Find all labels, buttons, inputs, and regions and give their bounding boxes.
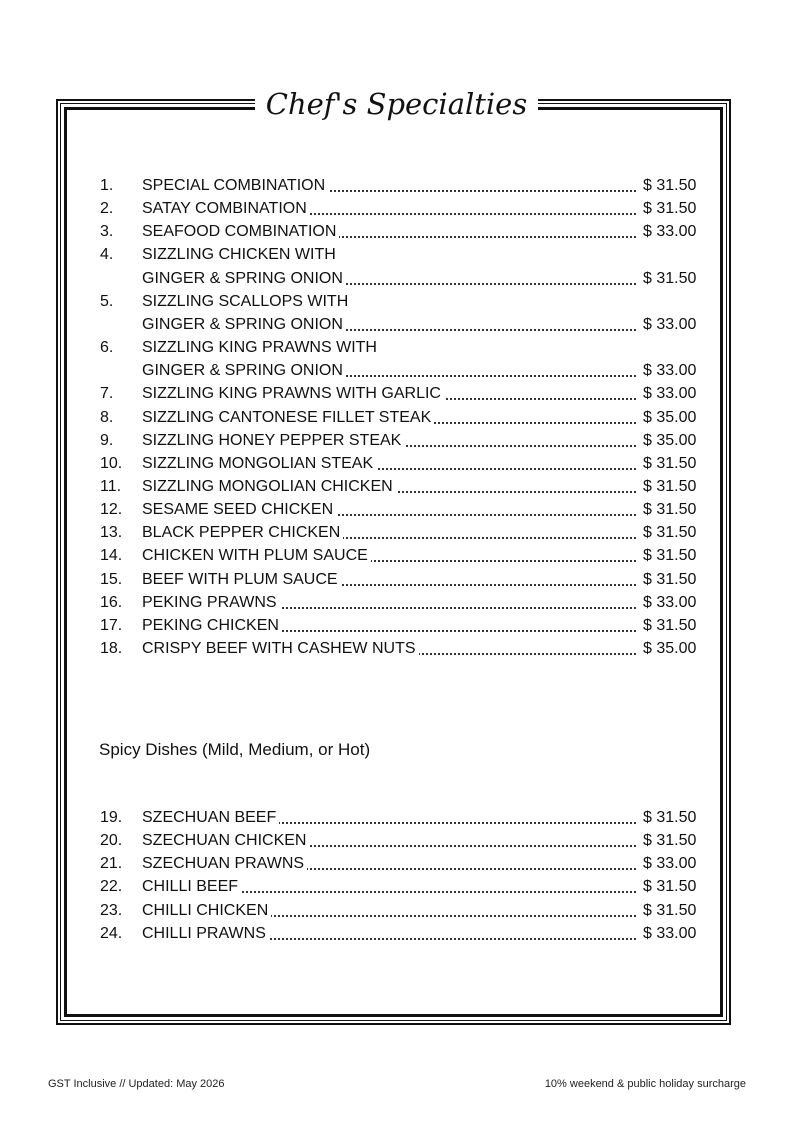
item-name (142, 853, 636, 875)
item-name-text: SIZZLING KING PRAWNS WITH GARLIC (142, 385, 444, 402)
item-name (142, 522, 636, 544)
menu-item-row (0, 476, 793, 498)
item-name (142, 876, 636, 898)
item-name-text: CHILLI PRAWNS (142, 925, 269, 942)
footer-surcharge-note: 10% weekend & public holiday surcharge (544, 1078, 746, 1090)
item-price: $ 31.50 (643, 477, 697, 495)
item-price: $ 33.00 (643, 223, 697, 241)
item-price: $ 31.50 (643, 616, 697, 634)
item-name-text: SIZZLING CHICKEN WITH (142, 246, 339, 263)
item-name-text: SZECHUAN CHICKEN (142, 832, 309, 849)
item-number: 6. (100, 339, 114, 357)
item-name (142, 430, 636, 452)
item-number: 7. (100, 385, 114, 403)
item-name (142, 407, 636, 429)
item-number: 14. (100, 547, 123, 565)
item-name-text: SPECIAL COMBINATION (142, 177, 328, 194)
menu-item-row (0, 807, 793, 829)
item-name (142, 360, 636, 382)
menu-item-row (0, 499, 793, 521)
item-name-text: PEKING PRAWNS (142, 594, 280, 611)
item-name (142, 499, 636, 521)
menu-item-row (0, 383, 793, 405)
item-name (142, 900, 636, 922)
item-price: $ 31.50 (643, 832, 697, 850)
menu-item-row (0, 407, 793, 429)
item-name-text: SESAME SEED CHICKEN (142, 501, 336, 518)
item-price: $ 31.50 (643, 501, 697, 519)
item-number: 18. (100, 640, 123, 657)
item-name-text: CRISPY BEEF WITH CASHEW NUTS (142, 640, 419, 657)
item-price: $ 33.00 (643, 315, 697, 333)
item-name-text: SIZZLING SCALLOPS WITH (142, 293, 351, 310)
item-price: $ 31.50 (643, 177, 697, 194)
item-name-text: GINGER & SPRING ONION (142, 316, 346, 333)
item-name (142, 923, 636, 945)
item-name-text: BLACK PEPPER CHICKEN (142, 524, 343, 541)
menu-item-row (0, 337, 793, 359)
item-number: 12. (100, 501, 123, 519)
item-name (142, 830, 636, 852)
item-number: 24. (100, 924, 123, 942)
menu-item-row (0, 291, 793, 313)
item-price: $ 31.50 (643, 200, 697, 218)
item-name-text: SEAFOOD COMBINATION (142, 223, 339, 240)
menu-item-row (0, 430, 793, 452)
item-name-text: SIZZLING MONGOLIAN STEAK (142, 455, 376, 472)
menu-item-row (0, 615, 793, 637)
menu-item-row (0, 830, 793, 852)
item-name-text: SZECHUAN BEEF (142, 809, 279, 826)
menu-item-row (0, 638, 793, 660)
menu-item-row (0, 314, 793, 336)
item-price: $ 31.50 (643, 878, 697, 896)
item-name (142, 291, 636, 313)
item-name (142, 545, 636, 567)
item-name-text: PEKING CHICKEN (142, 617, 282, 634)
item-number: 21. (100, 855, 123, 873)
menu-item-row (0, 592, 793, 614)
item-name (142, 476, 636, 498)
item-number: 2. (100, 200, 114, 218)
item-name-text: CHICKEN WITH PLUM SAUCE (142, 547, 371, 564)
item-number: 11. (100, 477, 122, 495)
menu-item-row (0, 244, 793, 266)
item-name-text: GINGER & SPRING ONION (142, 270, 346, 287)
item-name (142, 268, 636, 290)
item-name-text: GINGER & SPRING ONION (142, 362, 346, 379)
item-number: 19. (100, 809, 123, 826)
item-name (142, 453, 636, 475)
item-name (142, 314, 636, 336)
item-name (142, 175, 636, 197)
menu-item-row (0, 221, 793, 243)
item-number: 15. (100, 570, 123, 588)
menu-item-row (0, 876, 793, 898)
item-number: 13. (100, 524, 123, 542)
item-name-text: SATAY COMBINATION (142, 200, 310, 217)
menu-item-row (0, 853, 793, 875)
item-price: $ 31.50 (643, 547, 697, 565)
item-name (142, 198, 636, 220)
item-name (142, 337, 636, 359)
item-name (142, 244, 636, 266)
item-name (142, 638, 636, 660)
item-number: 5. (100, 292, 114, 310)
item-price: $ 33.00 (643, 924, 697, 942)
item-name-text: SZECHUAN PRAWNS (142, 855, 307, 872)
item-price: $ 31.50 (643, 809, 697, 826)
menu-item-row (0, 545, 793, 567)
menu-item-row (0, 923, 793, 945)
menu-item-row (0, 569, 793, 591)
item-name (142, 615, 636, 637)
item-number: 20. (100, 832, 123, 850)
item-name-text: SIZZLING HONEY PEPPER STEAK (142, 432, 404, 449)
item-price: $ 33.00 (643, 855, 697, 873)
item-number: 22. (100, 878, 123, 896)
item-name-text: SIZZLING CANTONESE FILLET STEAK (142, 409, 434, 426)
item-name-text: SIZZLING MONGOLIAN CHICKEN (142, 478, 396, 495)
item-name-text: CHILLI CHICKEN (142, 902, 271, 919)
item-number: 17. (100, 616, 123, 634)
item-price: $ 31.50 (643, 901, 697, 919)
item-price: $ 31.50 (643, 454, 697, 472)
page-title: Chef's Specialties (255, 82, 538, 126)
item-number: 9. (100, 431, 114, 449)
item-price: $ 31.50 (643, 570, 697, 588)
menu-item-row (0, 175, 793, 197)
menu-item-row (0, 360, 793, 382)
menu-item-row (0, 198, 793, 220)
item-name-text: SIZZLING KING PRAWNS WITH (142, 339, 380, 356)
item-name (142, 383, 636, 405)
item-name (142, 807, 636, 829)
item-name (142, 221, 636, 243)
item-number: 4. (100, 246, 114, 264)
item-price: $ 33.00 (643, 362, 697, 380)
item-price: $ 35.00 (643, 431, 697, 449)
menu-item-row (0, 522, 793, 544)
spicy-dishes-heading: Spicy Dishes (Mild, Medium, or Hot) (99, 740, 371, 759)
footer-gst-note: GST Inclusive // Updated: May 2026 (48, 1078, 225, 1090)
item-number: 3. (100, 223, 114, 241)
item-price: $ 35.00 (643, 640, 697, 657)
menu-item-row (0, 900, 793, 922)
menu-item-row (0, 268, 793, 290)
item-name (142, 569, 636, 591)
item-price: $ 35.00 (643, 408, 697, 426)
item-number: 16. (100, 593, 123, 611)
item-name (142, 592, 636, 614)
item-price: $ 31.50 (643, 269, 697, 287)
menu-item-row (0, 453, 793, 475)
item-name-text: CHILLI BEEF (142, 878, 241, 895)
item-number: 8. (100, 408, 114, 426)
item-number: 23. (100, 901, 123, 919)
item-price: $ 33.00 (643, 593, 697, 611)
item-name-text: BEEF WITH PLUM SAUCE (142, 571, 341, 588)
item-price: $ 31.50 (643, 524, 697, 542)
item-number: 1. (100, 177, 114, 194)
item-price: $ 33.00 (643, 385, 697, 403)
item-number: 10. (100, 454, 123, 472)
